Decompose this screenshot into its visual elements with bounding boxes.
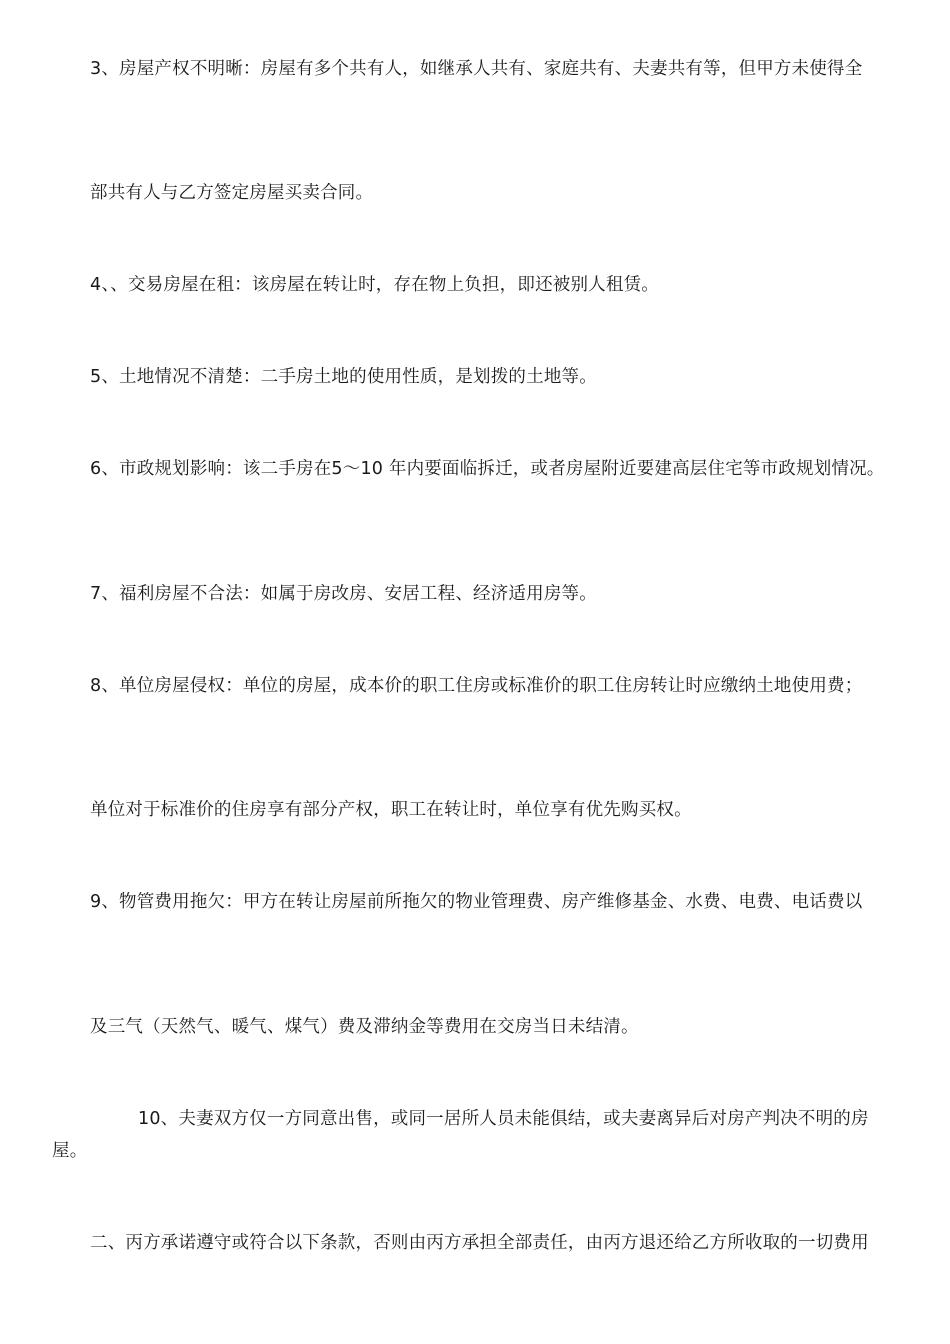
paragraph-item-4: 4、、交易房屋在租：该房屋在转让时，存在物上负担，即还被别人租赁。: [90, 275, 659, 295]
paragraph-item-8-continued: 单位对于标准价的住房享有部分产权，职工在转让时，单位享有优先购买权。: [90, 800, 692, 820]
paragraph-item-10: 10、夫妻双方仅一方同意出售，或同一居所人员未能俱结，或夫妻离异后对房产判决不明的房屋。: [52, 1109, 869, 1161]
paragraph-item-9: 9、物管费用拖欠：甲方在转让房屋前所拖欠的物业管理费、房产维修基金、水费、电费、电话费以: [90, 892, 863, 912]
paragraph-item-6: 6、市政规划影响：该二手房在5～10 年内要面临拆迁，或者房屋附近要建高层住宅等市政规划情况。: [90, 459, 885, 479]
section-heading-two: 二、丙方承诺遵守或符合以下条款，否则由丙方承担全部责任，由丙方退还给乙方所收取的一切费用: [90, 1233, 869, 1253]
paragraph-item-3-continued: 部共有人与乙方签定房屋买卖合同。: [90, 183, 374, 203]
paragraph-item-7: 7、福利房屋不合法：如属于房改房、安居工程、经济适用房等。: [90, 584, 597, 604]
paragraph-item-5: 5、土地情况不清楚：二手房土地的使用性质，是划拨的土地等。: [90, 367, 597, 387]
paragraph-item-9-continued: 及三气（天然气、暖气、煤气）费及滞纳金等费用在交房当日未结清。: [90, 1017, 639, 1037]
paragraph-item-3: 3、房屋产权不明晰：房屋有多个共有人，如继承人共有、家庭共有、夫妻共有等，但甲方未使得全: [90, 59, 863, 79]
paragraph-item-8: 8、单位房屋侵权：单位的房屋，成本价的职工住房或标准价的职工住房转让时应缴纳土地使用费；: [90, 676, 863, 696]
